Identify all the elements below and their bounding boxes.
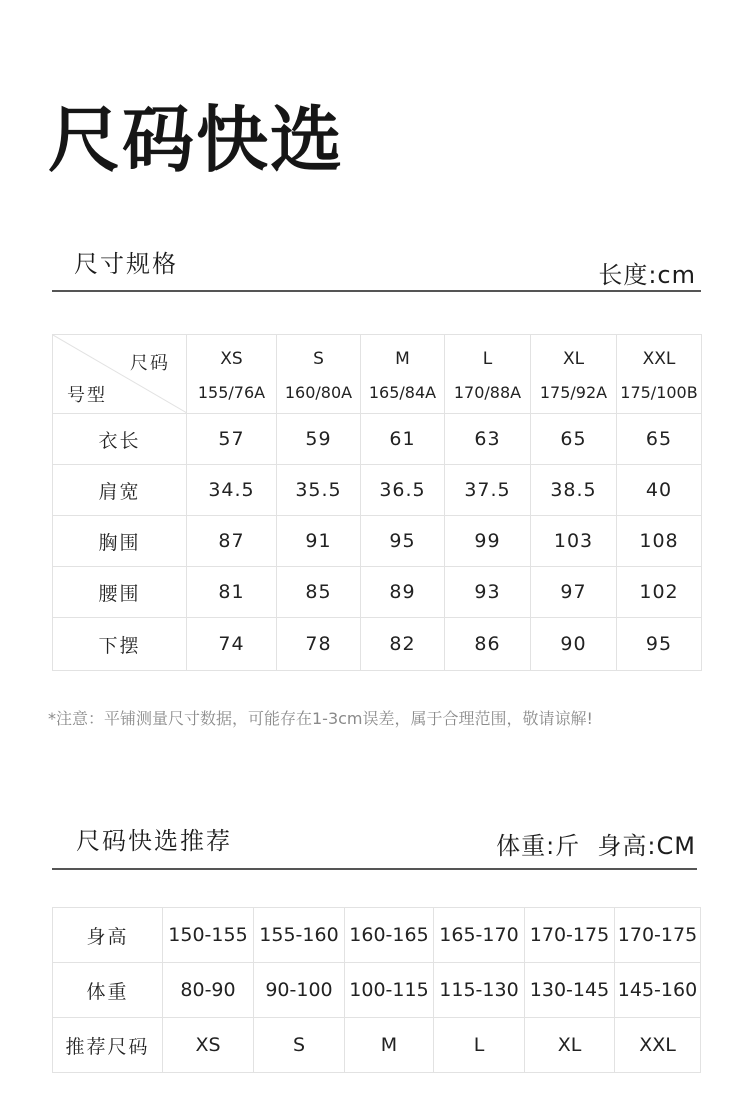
size-header-cell — [361, 335, 445, 414]
measurement-cell: 61 — [361, 414, 445, 465]
measurement-note: *注意：平铺测量尺寸数据，可能存在1-3cm误差，属于合理范围，敬请谅解! — [48, 709, 593, 728]
recommend-cell: 155-160 — [254, 908, 345, 963]
size-name: XXL — [642, 349, 676, 369]
measurement-cell: 103 — [531, 516, 617, 567]
measurement-row-chest — [53, 516, 702, 567]
measurement-cell: 65 — [617, 414, 702, 465]
recommend-cell: 170-175 — [525, 908, 615, 963]
recommend-cell: XL — [525, 1018, 615, 1073]
measurement-cell: 78 — [277, 618, 361, 671]
row-label: 衣长 — [53, 414, 187, 465]
measurement-cell: 65 — [531, 414, 617, 465]
measurement-row-shoulder — [53, 465, 702, 516]
recommend-section-title: 尺码快选推荐 — [76, 827, 232, 855]
measurement-cell: 36.5 — [361, 465, 445, 516]
size-code: 160/80A — [284, 383, 353, 402]
size-code: 170/88A — [453, 383, 522, 402]
recommend-row-size — [53, 1018, 701, 1073]
recommend-cell: 115-130 — [434, 963, 525, 1018]
measurement-cell: 85 — [277, 567, 361, 618]
recommend-cell: 160-165 — [345, 908, 434, 963]
size-code: 155/76A — [197, 383, 266, 402]
measurement-cell: 40 — [617, 465, 702, 516]
measurement-cell: 102 — [617, 567, 702, 618]
measurement-cell: 63 — [445, 414, 531, 465]
recommend-unit-label: 体重:斤 身高:CM — [496, 832, 696, 860]
measurement-cell: 97 — [531, 567, 617, 618]
corner-header-cell — [53, 335, 187, 414]
size-code: 175/100B — [620, 383, 698, 402]
row-label: 腰围 — [53, 567, 187, 618]
measurement-cell: 81 — [187, 567, 277, 618]
measurement-cell: 99 — [445, 516, 531, 567]
size-header-cell — [445, 335, 531, 414]
measurement-cell: 37.5 — [445, 465, 531, 516]
size-spec-table — [52, 334, 702, 671]
measurement-row-length — [53, 414, 702, 465]
size-header-cell — [617, 335, 702, 414]
row-label: 下摆 — [53, 618, 187, 671]
row-label: 肩宽 — [53, 465, 187, 516]
measurement-cell: 82 — [361, 618, 445, 671]
measurement-cell: 74 — [187, 618, 277, 671]
measurement-cell: 38.5 — [531, 465, 617, 516]
recommend-section-divider — [52, 868, 697, 870]
measurement-cell: 91 — [277, 516, 361, 567]
measurement-cell: 59 — [277, 414, 361, 465]
spec-section-title: 尺寸规格 — [74, 250, 178, 278]
measurement-row-waist — [53, 567, 702, 618]
measurement-cell: 108 — [617, 516, 702, 567]
measurement-cell: 87 — [187, 516, 277, 567]
recommend-cell: XS — [163, 1018, 254, 1073]
corner-size-label: 尺码 — [130, 353, 170, 374]
measurement-cell: 57 — [187, 414, 277, 465]
page-title: 尺码快选 — [48, 98, 345, 182]
recommend-cell: 130-145 — [525, 963, 615, 1018]
size-name: XL — [562, 349, 585, 369]
size-header-row — [53, 335, 702, 414]
row-label: 胸围 — [53, 516, 187, 567]
row-label: 身高 — [53, 908, 163, 963]
recommend-cell: 90-100 — [254, 963, 345, 1018]
corner-model-label: 号型 — [67, 385, 107, 406]
measurement-row-hem — [53, 618, 702, 671]
size-code: 175/92A — [539, 383, 608, 402]
recommend-cell: 80-90 — [163, 963, 254, 1018]
recommend-cell: XXL — [615, 1018, 701, 1073]
size-name: XS — [220, 349, 243, 369]
measurement-cell: 89 — [361, 567, 445, 618]
row-label: 推荐尺码 — [53, 1018, 163, 1073]
measurement-cell: 34.5 — [187, 465, 277, 516]
size-code: 165/84A — [368, 383, 437, 402]
recommend-cell: L — [434, 1018, 525, 1073]
recommend-cell: M — [345, 1018, 434, 1073]
size-name: S — [313, 349, 324, 369]
recommend-cell: 145-160 — [615, 963, 701, 1018]
spec-section-divider — [52, 290, 701, 292]
size-recommend-table — [52, 907, 701, 1073]
measurement-cell: 90 — [531, 618, 617, 671]
size-header-cell — [187, 335, 277, 414]
recommend-row-height — [53, 908, 701, 963]
recommend-cell: 165-170 — [434, 908, 525, 963]
measurement-cell: 86 — [445, 618, 531, 671]
row-label: 体重 — [53, 963, 163, 1018]
recommend-row-weight — [53, 963, 701, 1018]
measurement-cell: 93 — [445, 567, 531, 618]
measurement-cell: 95 — [361, 516, 445, 567]
size-name: M — [395, 349, 410, 369]
recommend-cell: S — [254, 1018, 345, 1073]
recommend-cell: 150-155 — [163, 908, 254, 963]
measurement-cell: 95 — [617, 618, 702, 671]
recommend-cell: 100-115 — [345, 963, 434, 1018]
size-header-cell — [277, 335, 361, 414]
recommend-cell: 170-175 — [615, 908, 701, 963]
size-name: L — [482, 349, 493, 369]
spec-unit-label: 长度:cm — [598, 261, 696, 289]
size-header-cell — [531, 335, 617, 414]
measurement-cell: 35.5 — [277, 465, 361, 516]
